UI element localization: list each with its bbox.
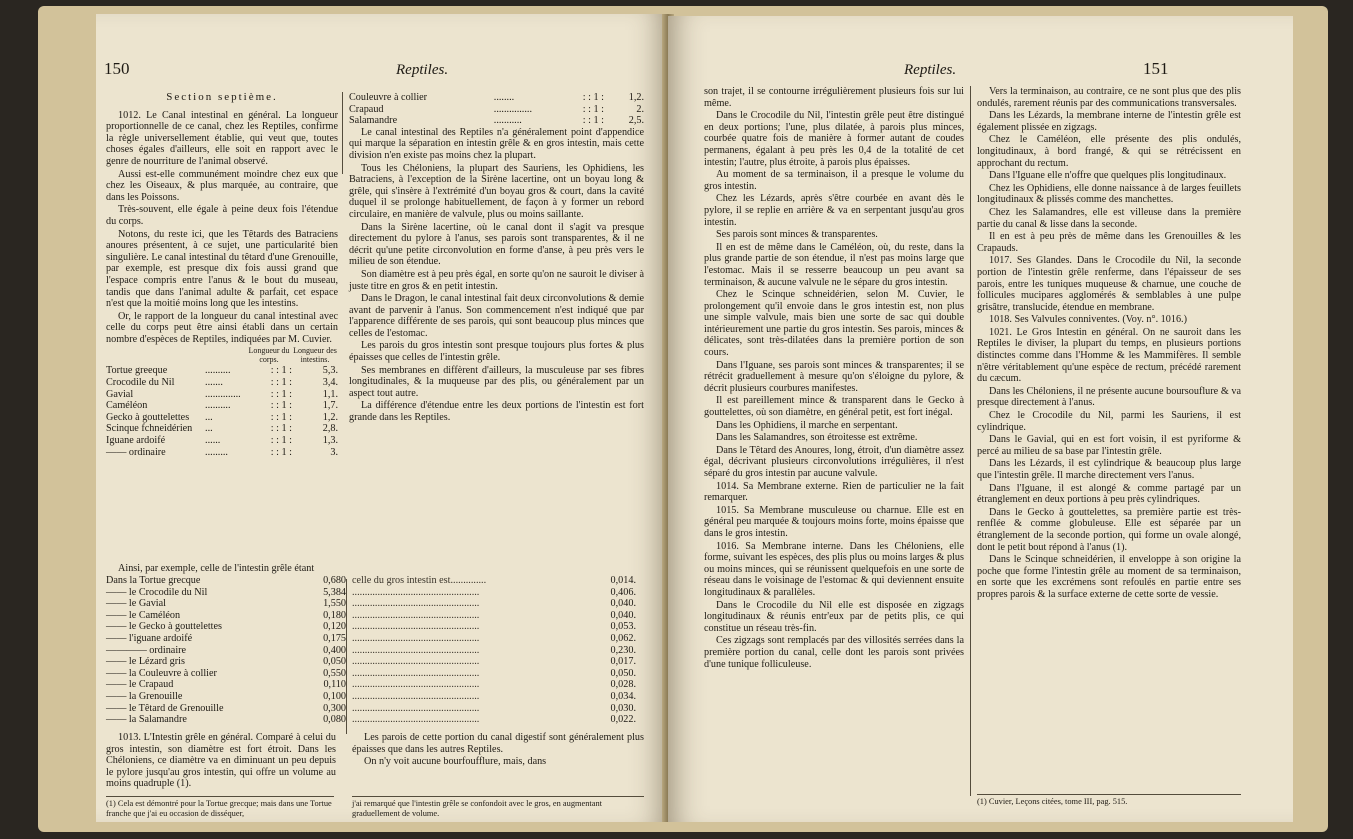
column-divider — [342, 92, 343, 174]
left-running-head: Reptiles. — [396, 62, 449, 78]
paragraph: La différence d'étendue entre les deux portions de l'intestin est fort grande dans les Reptiles. — [349, 400, 644, 424]
column-divider — [970, 86, 971, 796]
right-running-head: Reptiles. — [904, 62, 957, 78]
table-row: —— la Salamandre 0,080 .................................................. 0,022. — [106, 714, 636, 726]
paragraph: 1014. Sa Membrane externe. Rien de particulier ne la fait remarquer. — [704, 480, 964, 504]
paragraph: Au moment de sa terminaison, il a presque le volume du gros intestin. — [704, 169, 964, 192]
paragraph: Chez les Lézards, après s'être courbée en avant dès le pylore, il se replie en arrière & va en serpentant jusqu'au gros intestin. — [704, 193, 964, 228]
paragraph: Dans l'Iguane elle n'offre que quelques plis longitudinaux. — [989, 170, 1227, 182]
paragraph: Dans le Crocodile du Nil, l'intestin grêle peut être distingué en deux portions; l'une, plus dilatée, à parois plus minces, courbée quatre fois de manière à former autant de coudes permanens, égalant à peu près les 0,4 de la totalité de cet intestin; l'autre, plus étroite, à parois plus épaisses. — [704, 110, 964, 168]
footnote-left: (1) Cela est démontré pour la Tortue grecque; mais dans une Tortue franche que j'ai eu occasion de disséquer, — [106, 796, 334, 818]
footnote-right: j'ai remarqué que l'intestin grêle se confondoit avec le gros, en augmentant graduellement de volume. — [352, 796, 644, 818]
table-row: Gecko à gouttelettes ... : : 1 : 1,2. — [106, 411, 338, 423]
paragraph: Très-souvent, elle égale à peine deux fois l'étendue du corps. — [106, 204, 338, 227]
paragraph: Dans les Salamandres, son étroitesse est extrême. — [716, 432, 918, 444]
table-row: —— le Crapaud 0,110 .................................................. 0,028. — [106, 679, 636, 691]
section-title: Section septième. — [166, 91, 278, 103]
table-row: —— l'iguane ardoifé 0,175 .................................................. 0,062. — [106, 632, 636, 644]
table-row: —— la Couleuvre à collier 0,550 .................................................. 0,050. — [106, 667, 636, 679]
table-row: —— le Caméléon 0,180 .................................................. 0,040. — [106, 609, 636, 621]
paragraph: Dans la Sirène lacertine, où le canal dont il s'agit va presque directement du pylore à l'anus, ses parois sont transparentes, & il ne décrit qu'une petite circonvolution en forme d'anse, à peu près vers le milieu de son étendue. — [349, 221, 644, 268]
paragraph: Ses membranes en diffèrent d'ailleurs, la musculeuse par ses fibres longitudinales, & la muqueuse par des plis, ou généralement par un aspect tout autre. — [349, 364, 644, 399]
right-page-number: 151 — [1143, 59, 1169, 78]
left-bottom-col-2: Les parois de cette portion du canal digestif sont généralement plus épaisses que dans les autres Reptiles. On n'y voit aucune bourfoufflure, mais, dans — [352, 732, 644, 768]
table-row: —— le Crocodile du Nil 5,384 .................................................. 0,406. — [106, 586, 636, 598]
table-row: ———— ordinaire 0,400 .................................................. 0,230. — [106, 644, 636, 656]
paragraph: Aussi est-elle communément moindre chez eux que chez les Oiseaux, & plus marquée, au contraire, que dans les Poissons. — [106, 168, 338, 203]
table-row: Iguane ardoifé ...... : : 1 : 1,3. — [106, 435, 338, 447]
paragraph: Il est pareillement mince & transparent dans le Gecko à gouttelettes, où son diamètre, en général petit, est fort inégal. — [704, 395, 964, 419]
paragraph: Dans le Têtard des Anoures, long, étroit, d'un diamètre assez égal, décrivant plusieurs circonvolutions irrégulières, il n'est séparé du gros intestin par aucune valvule. — [704, 444, 964, 479]
table-row: Dans la Tortue grecque 0,680 celle du gros intestin est.............. 0,014. — [106, 575, 636, 586]
paragraph: Dans les Ophidiens, il marche en serpentant. — [716, 419, 898, 431]
left-page — [96, 14, 667, 822]
table-row: Crocodile du Nil ....... : : 1 : 3,4. — [106, 377, 338, 389]
paragraph: Ses parois sont minces & transparentes. — [716, 229, 878, 241]
footnote-right-page: (1) Cuvier, Leçons citées, tome III, pag. 515. — [977, 794, 1241, 807]
paragraph: Chez les Salamandres, elle est villeuse dans la première partie du canal & lisse dans la seconde. — [977, 206, 1241, 230]
table-row: Tortue greeque .......... : : 1 : 5,3. — [106, 365, 338, 377]
right-column-2 — [977, 86, 1241, 602]
left-column-2 — [349, 92, 644, 425]
paragraph: Il en est à peu près de même dans les Grenouilles & les Crapauds. — [977, 231, 1241, 254]
intestine-table — [106, 575, 636, 726]
paragraph: 1016. Sa Membrane interne. Dans les Chéloniens, elle forme, suivant les espèces, des plis plus ou moins larges & plus ou moins minces, qui se réunissent quelquefois en une sorte de réseau dans le voisinage de l'estomac & qui deviennent ensuite longitudinaux & parallèles. — [704, 540, 964, 598]
paragraph: 1018. Ses Valvules conniventes. (Voy. n°. 1016.) — [989, 314, 1187, 326]
paragraph: Dans les Chéloniens, il ne présente aucune boursouflure & va presque directement à l'anus. — [977, 385, 1241, 409]
paragraph: Son diamètre est à peu près égal, en sorte qu'on ne sauroit le diviser à juste titre en gros & en petit intestin. — [349, 268, 644, 292]
paragraph: Dans le Dragon, le canal intestinal fait deux circonvolutions & demie avant de parvenir à l'anus. Son commencement n'est indiqué que par l'apparence différente de ses parois, qui sont beaucoup plus minces que celles de l'estomac. — [349, 293, 644, 339]
paragraph: Dans le Scinque schneidérien, il enveloppe à son origine la poche que forme l'intestin grêle au moment de sa terminaison, en sorte que les excrémens sont refoulés en partie entre ses propres parois & la surface externe de cette sorte de vessie. — [977, 554, 1241, 600]
paragraph: Les parois du gros intestin sont presque toujours plus fortes & plus épaisses que celles de l'intestin grêle. — [349, 340, 644, 364]
table-row: —— le Gecko à gouttelettes 0,120 .................................................. 0,053. — [106, 621, 636, 633]
paragraph: Or, le rapport de la longueur du canal intestinal avec celle du corps peut être ainsi établi dans un certain nombre d'espèces de Reptiles, indiquées par M. Cuvier. — [106, 310, 338, 345]
table-row: —— ordinaire ......... : : 1 : 3. — [106, 446, 338, 458]
left-bottom-col-1: 1013. L'Intestin grêle en général. Comparé à celui du gros intestin, son diamètre est fort étroit. Dans les Chéloniens, ce diamètre va en diminuant un peu depuis le pylore jusqu'au gros intestin, qui offre un volume au moins quadruple (1). — [106, 732, 336, 790]
paragraph: Dans les Lézards, la membrane interne de l'intestin grêle est également plissée en zigzags. — [977, 110, 1241, 133]
table-row: Scinque fchneidérien ... : : 1 : 2,8. — [106, 423, 338, 435]
table-intro: Ainsi, par exemple, celle de l'intestin grêle étant — [118, 563, 315, 574]
ratio-header-left: Longueur du corps. — [248, 346, 290, 364]
paragraph: Dans l'Iguane, il est alongé & comme partagé par un étranglement en deux portions à peu près cylindriques. — [977, 482, 1241, 506]
paragraph: Vers la terminaison, au contraire, ce ne sont plus que des plis ondulés, rarement réunis par des communications transversales. — [977, 86, 1241, 109]
paragraph: Dans le Gavial, qui en est fort voisin, il est pyriforme & percé au milieu de sa base par l'intestin grêle. — [977, 434, 1241, 457]
right-page — [668, 16, 1293, 822]
table-row: Couleuvre à collier ........ : : 1 : 1,2. — [349, 92, 644, 103]
paragraph: Le canal intestinal des Reptiles n'a généralement point d'appendice qui marque la séparation en intestin grêle & en gros intestin, mais cette division n'en existe pas moins chez la plupart. — [349, 126, 644, 161]
paragraph: 1015. Sa Membrane musculeuse ou charnue. Elle est en général peu marquée & toujours moins forte, moins épaisse que dans le gros intestin. — [704, 504, 964, 539]
paragraph: Il en est de même dans le Caméléon, où, du reste, dans la plus grande partie de son étendue, il n'est pas moins large que l'estomac. Mais il se resserre beaucoup un peu avant sa terminaison, & aucune valvule ne le sépare du gros intestin. — [704, 241, 964, 288]
right-column-1 — [704, 86, 964, 671]
table-row: Crapaud ............... : : 1 : 2. — [349, 103, 644, 115]
paragraph: 1012. Le Canal intestinal en général. La longueur proportionnelle de ce canal, chez les Reptiles, confirme la règle universellement établie, qui veut que, toutes choses égales d'ailleurs, elle soit en rapport avec le genre de nourriture de l'animal observé. — [106, 109, 338, 167]
paragraph: Chez les Ophidiens, elle donne naissance à de larges feuillets longitudinaux & plissés comme des manchettes. — [977, 182, 1241, 206]
table-row: Salamandre ........... : : 1 : 2,5. — [349, 115, 644, 127]
table-bracket — [346, 579, 347, 734]
ratio-table-continued — [349, 92, 644, 127]
paragraph: Notons, du reste ici, que les Têtards des Batraciens anoures présentent, à ce sujet, une particularité bien singulière. Le canal intestinal du têtard d'une Grenouille, par exemple, est presque dix fois aussi grand que l'espace compris entre l'anus & le bout du museau, tandis que dans l'animal adulte & parfait, cet espace n'est que la moitié moins long que les intestins. — [106, 228, 338, 310]
ratio-header-right: Longueur des intestins. — [293, 346, 337, 364]
paragraph: Chez le Caméléon, elle présente des plis ondulés, longitudinaux, à bord frangé, & qui se rétrécissent en approchant du rectum. — [977, 134, 1241, 169]
table-row: —— la Grenouille 0,100 .................................................. 0,034. — [106, 690, 636, 702]
table-row: —— le Gavial 1,550 .................................................. 0,040. — [106, 598, 636, 610]
ratio-table — [106, 346, 338, 458]
paragraph: Tous les Chéloniens, la plupart des Sauriens, les Ophidiens, les Batraciens, à l'exception de la Sirène lacertine, ont un boyau long & grêle, qui s'insère à l'extrémité d'un boyau gros & court, dans la cavité duquel il se prolonge habituellement, de façon à y former un rebord circulaire, en manière de valvule, plus ou moins saillante. — [349, 162, 644, 220]
paragraph: Dans l'Iguane, ses parois sont minces & transparentes; il se rétrécit graduellement à mesure qu'on s'éloigne du pylore, & décrit plusieurs courbures manifestes. — [704, 359, 964, 394]
left-column-1 — [106, 92, 338, 458]
paragraph: Chez le Scinque schneidérien, selon M. Cuvier, le prolongement qu'il envoie dans le gros intestin est, non plus une simple valvule, mais bien une sorte de sac qui double intérieurement une partie du gros intestin. Ses parois, minces & délicates, sont très-dilatées dans la première portion de son cours. — [704, 289, 964, 359]
paragraph: 1021. Le Gros Intestin en général. On ne sauroit dans les Reptiles le diviser, la plupart du temps, en plusieurs portions distinctes comme dans l'Homme & les Mammifères. Il semble n'être véritablement qu'une espèce de rectum, précédé rarement du cæcum. — [977, 326, 1241, 385]
paragraph: Ces zigzags sont remplacés par des villosités serrées dans la première portion du canal, celle dont les parois sont privées d'une tunique folliculeuse. — [704, 635, 964, 670]
table-row: Gavial .............. : : 1 : 1,1. — [106, 388, 338, 400]
paragraph: Dans le Gecko à gouttelettes, sa première partie est très-renflée & comme globuleuse. Elle est séparée par un étranglement de la seconde portion, qui forme un ovale alongé, dont le petit bout répond à l'anus (1). — [977, 506, 1241, 553]
table-row: —— le Lézard gris 0,050 .................................................. 0,017. — [106, 656, 636, 668]
paragraph: son trajet, il se contourne irrégulièrement plusieurs fois sur lui même. — [704, 86, 964, 109]
paragraph: Chez le Crocodile du Nil, parmi les Sauriens, il est cylindrique. — [977, 410, 1241, 433]
paragraph: 1017. Ses Glandes. Dans le Crocodile du Nil, la seconde portion de l'intestin grêle renferme, dans l'épaisseur de ses parois, entre les tuniques muqueuse & charnue, une couche de follicules mucipares agglomérés & semblables à une pulpe grisâtre, translucide, étendue en membrane. — [977, 255, 1241, 313]
left-page-number: 150 — [104, 59, 130, 78]
paragraph: Dans les Lézards, il est cylindrique & beaucoup plus large que l'intestin grêle. Il marche directement vers l'anus. — [977, 458, 1241, 481]
table-row: Caméléon .......... : : 1 : 1,7. — [106, 400, 338, 412]
table-row: —— le Têtard de Grenouille 0,300 .................................................. 0,030. — [106, 702, 636, 714]
paragraph: Dans le Crocodile du Nil elle est disposée en zigzags longitudinaux & réunis entr'eux par de petits plis, ce qui constitue un réseau très-fin. — [704, 599, 964, 634]
